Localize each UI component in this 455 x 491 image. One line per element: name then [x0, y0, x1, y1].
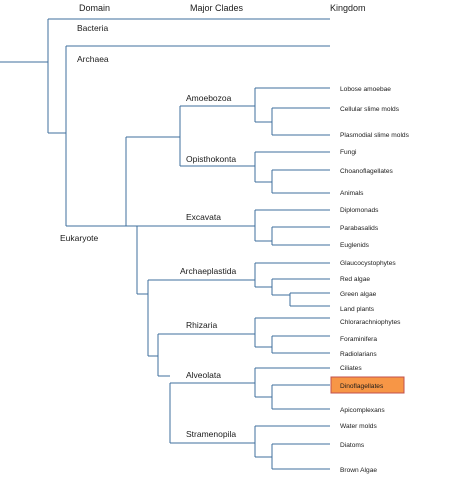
kingdom-cellular-slime-molds: Cellular slime molds [340, 106, 399, 113]
domain-bacteria-label: Bacteria [77, 23, 109, 33]
kingdom-brown-algae: Brown Algae [340, 467, 378, 474]
root-branches [0, 19, 330, 226]
clade-opisthokonta-label: Opisthokonta [186, 154, 237, 164]
eukaryote-branches [126, 106, 180, 443]
kingdom-euglenids: Euglenids [340, 242, 369, 249]
kingdom-glaucocystophytes: Glaucocystophytes [340, 260, 396, 267]
kingdom-dinoflagellates: Dinoflagellates [340, 383, 384, 390]
kingdom-parabasalids: Parabasalids [340, 225, 379, 232]
clade-stramenopila-label: Stramenopila [186, 429, 237, 439]
domain-archaea-label: Archaea [77, 54, 109, 64]
domain-eukaryote-label: Eukaryote [60, 233, 99, 243]
kingdom-labels [340, 86, 410, 474]
clade-excavata-label: Excavata [186, 212, 221, 222]
kingdom-lobose-amoebae: Lobose amoebae [340, 86, 391, 93]
kingdom-green-algae: Green algae [340, 291, 377, 298]
header-major-clades: Major Clades [190, 3, 244, 13]
kingdom-ciliates: Ciliates [340, 365, 362, 372]
kingdom-foraminifera: Foraminifera [340, 336, 378, 343]
kingdom-diplomonads: Diplomonads [340, 207, 379, 214]
kingdom-red-algae: Red algae [340, 276, 371, 283]
kingdom-plasmodial-slime-molds: Plasmodial slime molds [340, 132, 409, 139]
kingdom-water-molds: Water molds [340, 423, 377, 430]
kingdom-fungi: Fungi [340, 149, 357, 156]
header-domain: Domain [79, 3, 111, 13]
clade-archaeplastida-label: Archaeplastida [180, 266, 237, 276]
kingdom-chlorarachniophytes: Chlorarachniophytes [340, 319, 401, 326]
kingdom-choanoflagellates: Choanoflagellates [340, 168, 393, 175]
clade-amoebozoa-label: Amoebozoa [186, 93, 232, 103]
clade-rhizaria-label: Rhizaria [186, 320, 218, 330]
clade-alveolata-label: Alveolata [186, 370, 221, 380]
kingdom-diatoms: Diatoms [340, 442, 365, 449]
kingdom-land-plants: Land plants [340, 306, 375, 313]
header-kingdom: Kingdom [330, 3, 366, 13]
kingdom-apicomplexans: Apicomplexans [340, 407, 385, 414]
kingdom-animals: Animals [340, 190, 364, 197]
kingdom-radiolarians: Radiolarians [340, 351, 377, 358]
